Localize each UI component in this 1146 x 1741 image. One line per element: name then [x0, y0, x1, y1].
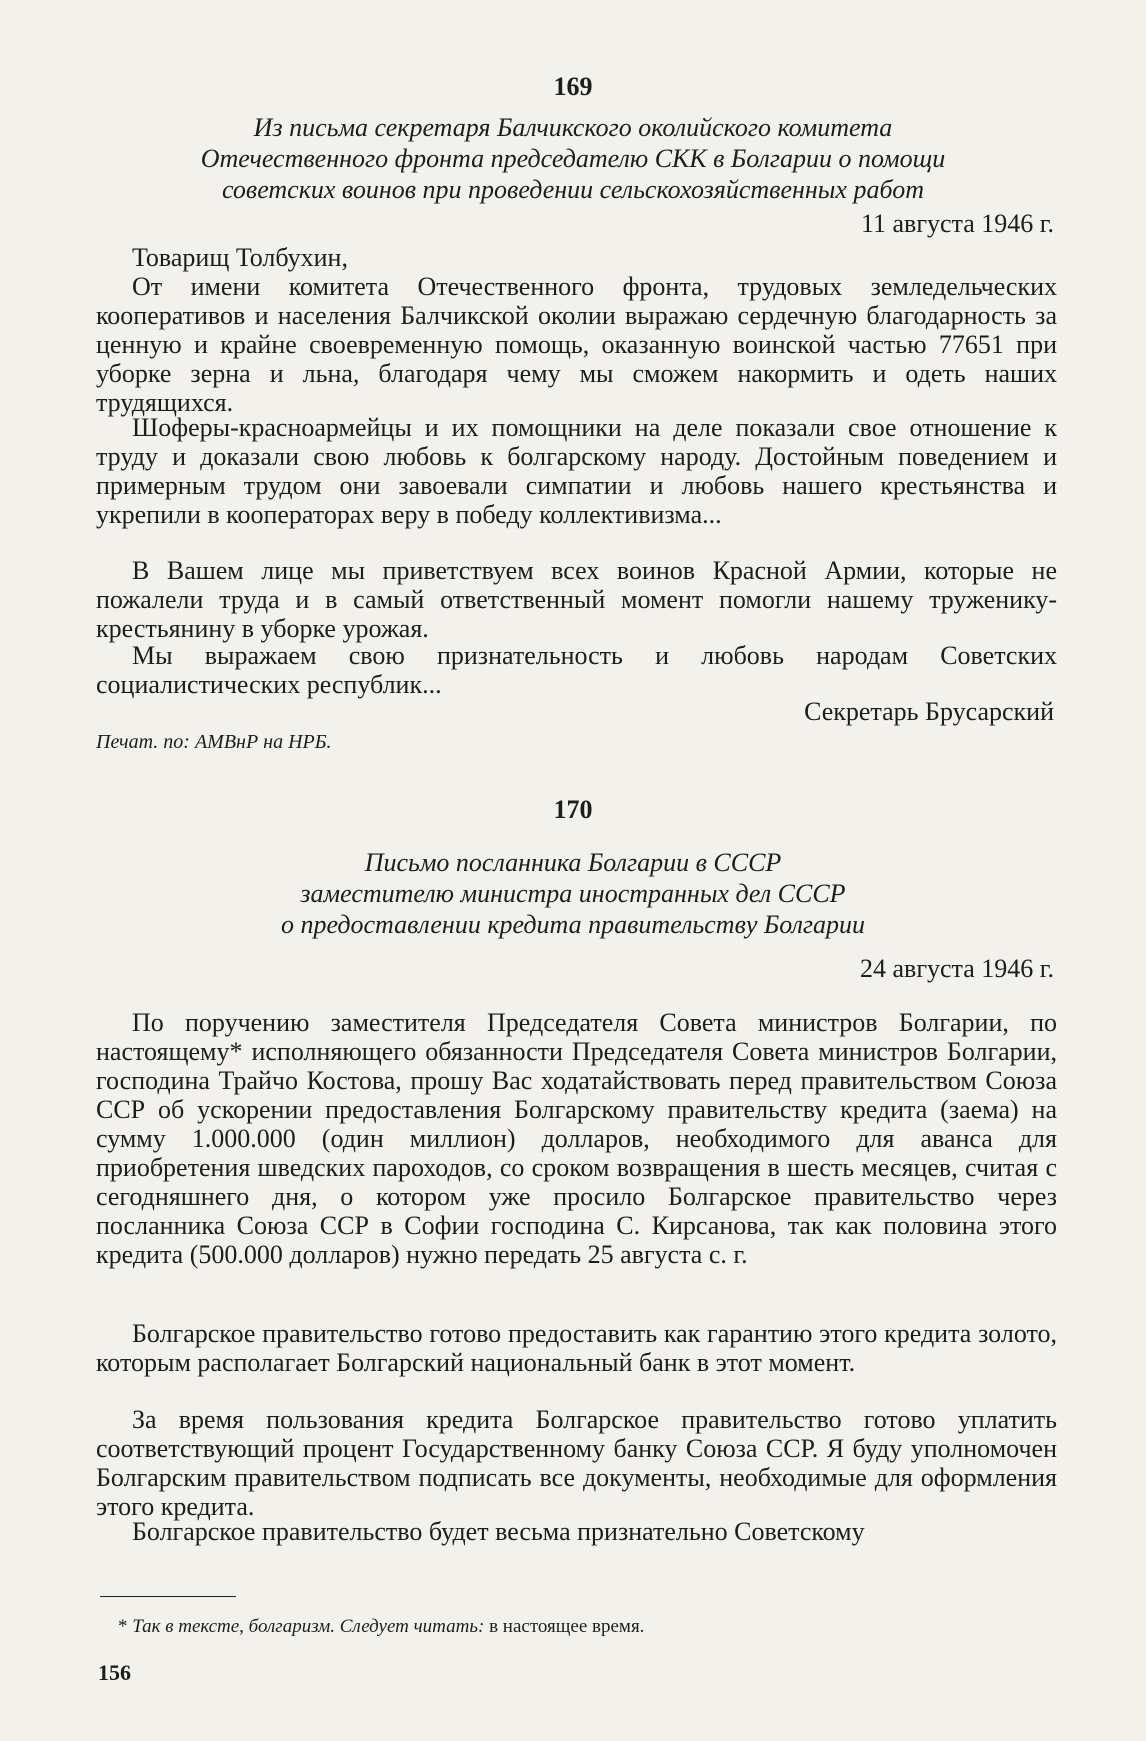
- paragraph: В Вашем лице мы приветствуем всех воинов Красной Армии, которые не пожалели труда и в самый ответственный момент помогли нашему труженику-крестьянину в уборке урожая.: [96, 556, 1057, 643]
- document-number-170: 170: [553, 795, 593, 824]
- page-number: 156: [98, 1660, 131, 1685]
- paragraph: По поручению заместителя Председателя Совета министров Болгарии, по настоящему* исполняющего обязанности Председателя Совета министров Болгарии, господина Трайчо Костова, прошу Вас ходатайствовать перед правительством Союза ССР об ускорении предоставления Болгарскому правительству кредита (заема) на сумму 1.000.000 (один миллион) долларов, необходимого для аванса для приобретения шведских пароходов, со сроком возвращения в шесть месяцев, считая с сегодняшнего дня, о котором уже просило Болгарское правительство через посланника Союза ССР в Софии господина С. Кирсанова, так как половина этого кредита (500.000 долларов) нужно передать 25 августа с. г.: [96, 1008, 1057, 1269]
- document-170-title: [100, 847, 1046, 940]
- footnote-marker: *: [118, 1616, 128, 1637]
- signature: Секретарь Брусарский: [804, 697, 1054, 726]
- paragraph: Шоферы-красноармейцы и их помощники на деле показали свое отношение к труду и доказали свою любовь к болгарскому народу. Достойным поведением и примерным трудом они завоевали симпатии и любовь нашего крестьянства и укрепили в кооператорах веру в победу коллективизма...: [96, 413, 1057, 529]
- title-line: заместителю министра иностранных дел СССР: [300, 879, 846, 908]
- paragraph: За время пользования кредита Болгарское правительство готово уплатить соответствующий процент Государственному банку Союза ССР. Я буду уполномочен Болгарским правительством подписать все документы, необходимые для оформления этого кредита.: [96, 1405, 1057, 1521]
- source-note: Печат. по: АМВнР на НРБ.: [96, 731, 332, 753]
- document-170-date: 24 августа 1946 г.: [860, 954, 1054, 983]
- footnote: [118, 1616, 644, 1638]
- footnote-divider: [100, 1596, 236, 1597]
- paragraph: Мы выражаем свою признательность и любовь народам Советских социалистических республик...: [96, 641, 1057, 699]
- paragraph: От имени комитета Отечественного фронта, трудовых земледельческих кооперативов и населения Балчикской околии выражаю сердечную благодарность за ценную и крайне своевременную помощь, оказанную воинской частью 77651 при уборке зерна и льна, благодаря чему мы сможем накормить и одеть наших трудящихся.: [96, 272, 1057, 417]
- greeting: Товарищ Толбухин,: [132, 243, 348, 272]
- paragraph: Болгарское правительство готово предоставить как гарантию этого кредита золото, которым располагает Болгарский национальный банк в этот момент.: [96, 1319, 1057, 1377]
- footnote-text: в настоящее время.: [489, 1616, 645, 1637]
- document-169-date: 11 августа 1946 г.: [860, 209, 1054, 238]
- title-line: о предоставлении кредита правительству Болгарии: [280, 910, 866, 939]
- title-line: советских воинов при проведении сельскохозяйственных работ: [222, 175, 924, 204]
- title-line: Отечественного фронта председателю СКК в Болгарии о помощи: [200, 144, 946, 173]
- title-line: Письмо посланника Болгарии в СССР: [364, 848, 782, 877]
- title-line: Из письма секретаря Балчикского околийского комитета: [253, 113, 893, 142]
- paragraph: Болгарское правительство будет весьма признательно Советскому: [132, 1517, 865, 1546]
- document-169-title: [100, 112, 1046, 205]
- document-number-169: 169: [553, 72, 593, 101]
- footnote-italic-text: Так в тексте, болгаризм. Следует читать:: [132, 1616, 485, 1637]
